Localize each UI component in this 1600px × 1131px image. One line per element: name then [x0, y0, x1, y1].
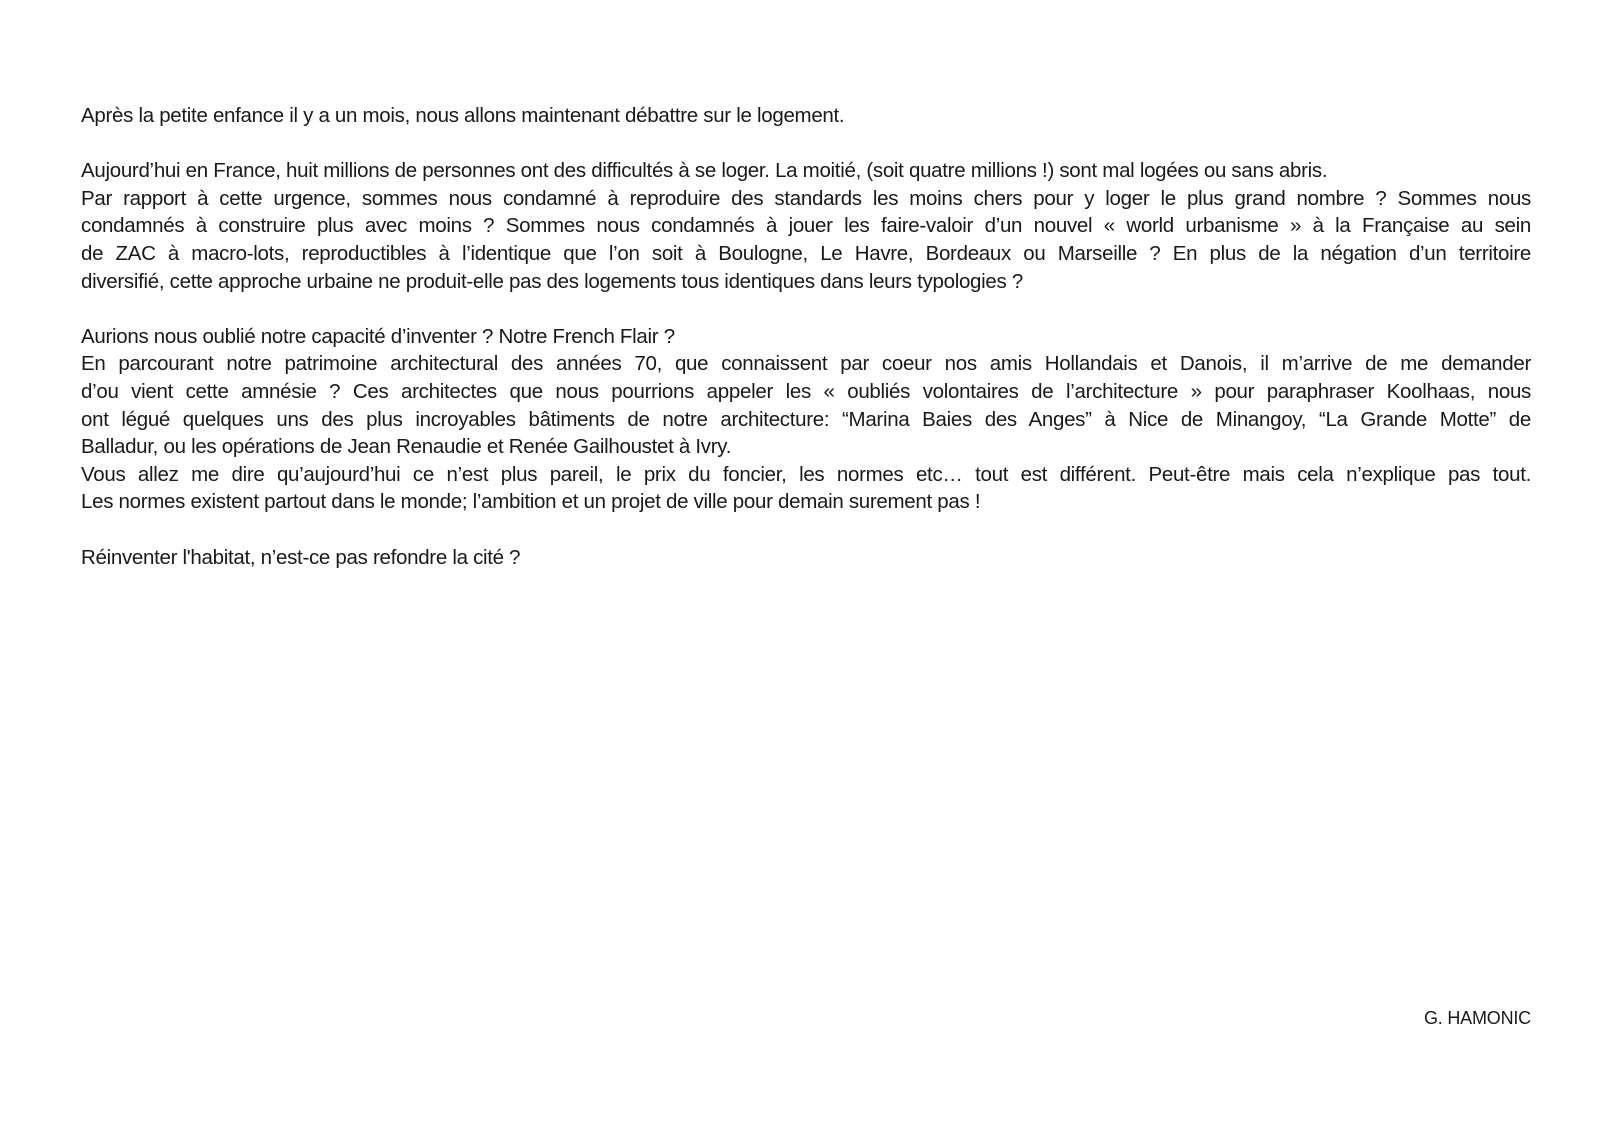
text-line: Par rapport à cette urgence, sommes nous condamné à reproduire des standards les moins chers pour y loger le plus grand nombre ? Sommes nous — [81, 186, 1531, 210]
text-line: de ZAC à macro-lots, reproductibles à l’identique que l’on soit à Boulogne, Le Havre, Bordeaux ou Marseille ? En plus de la négation d’un territoire — [81, 241, 1531, 265]
text-line: Vous allez me dire qu’aujourd’hui ce n’est plus pareil, le prix du foncier, les normes etc… tout est différent. Peut-être mais cela n’explique pas tout. — [81, 462, 1531, 486]
text-line: Aurions nous oublié notre capacité d’inventer ? Notre French Flair ? — [81, 324, 675, 348]
text-line: Aujourd’hui en France, huit millions de personnes ont des difficultés à se loger. La moitié, (soit quatre millions !) sont mal logées ou sans abris. — [81, 159, 1328, 183]
body-text — [81, 102, 1531, 571]
text-line: Réinventer l'habitat, n’est-ce pas refondre la cité ? — [81, 545, 521, 569]
text-line: Les normes existent partout dans le monde; l’ambition et un projet de ville pour demain surement pas ! — [81, 490, 981, 514]
text-line: condamnés à construire plus avec moins ? Sommes nous condamnés à jouer les faire-valoir d’un nouvel « world urbanisme » à la Française au sein — [81, 214, 1531, 238]
paragraph-conclusion — [81, 544, 1531, 572]
text-line: Après la petite enfance il y a un mois, nous allons maintenant débattre sur le logement. — [81, 104, 845, 127]
text-line: diversifié, cette approche urbaine ne produit-elle pas des logements tous identiques dans leurs typologies ? — [81, 269, 1023, 293]
text-line: En parcourant notre patrimoine architectural des années 70, que connaissent par coeur nos amis Hollandais et Danois, il m’arrive de me demander — [81, 352, 1531, 376]
author-signature: G. HAMONIC — [1423, 1008, 1531, 1028]
paragraph-french-flair — [81, 323, 1531, 516]
paragraph-intro — [81, 102, 1531, 130]
text-line: ont légué quelques uns des plus incroyables bâtiments de notre architecture: “Marina Baies des Anges” à Nice de Minangoy, “La Grande Motte” de — [81, 407, 1531, 431]
text-line: Balladur, ou les opérations de Jean Renaudie et Renée Gailhoustet à Ivry. — [81, 435, 732, 459]
paragraph-housing-crisis — [81, 157, 1531, 295]
text-line: d’ou vient cette amnésie ? Ces architectes que nous pourrions appeler les « oubliés volontaires de l’architecture » pour paraphraser Koolhaas, nous — [81, 379, 1531, 403]
